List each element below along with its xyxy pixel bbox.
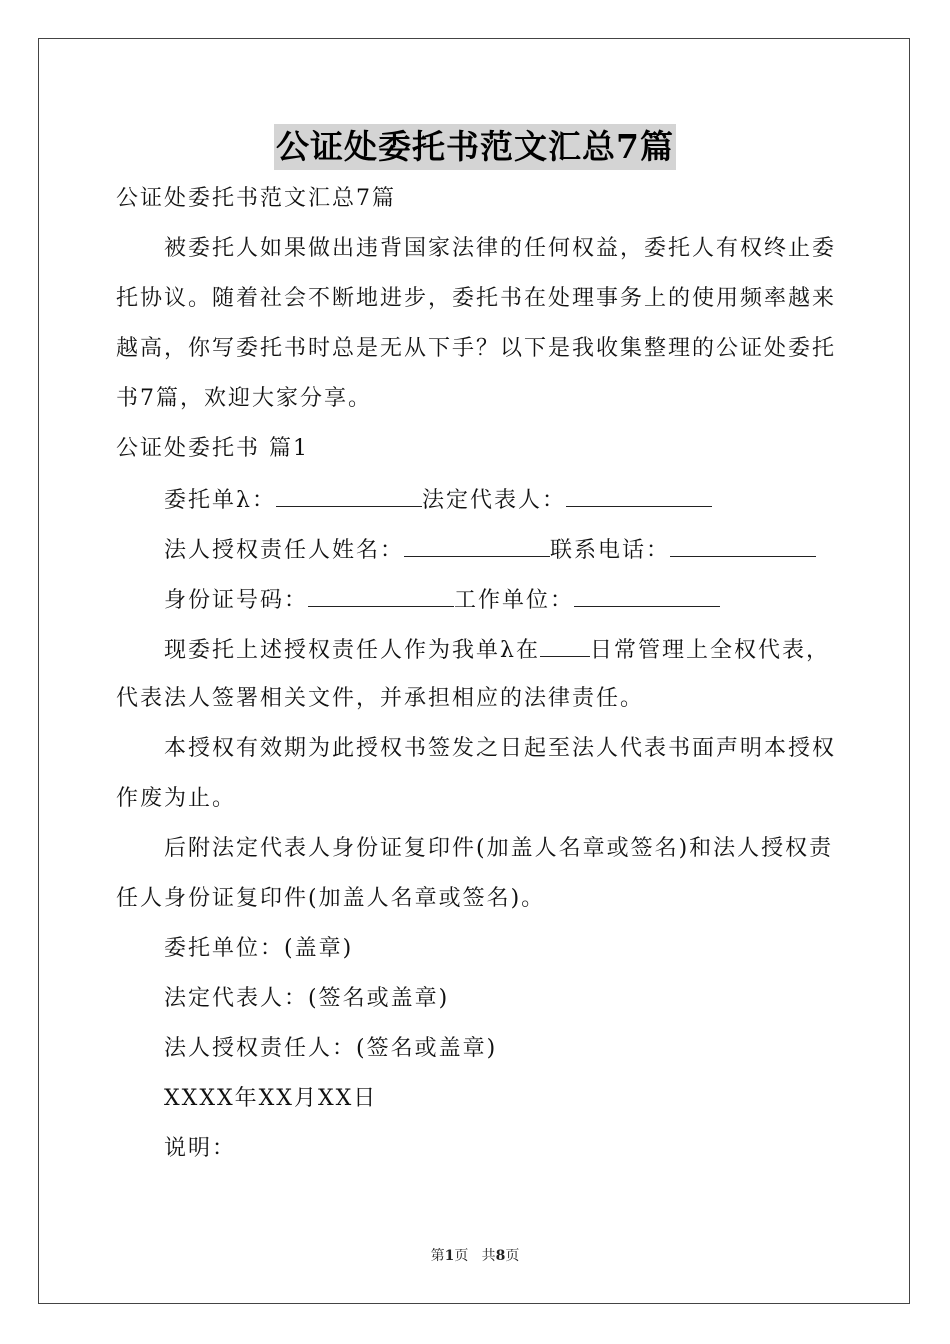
body-p1-part-2: 日常管理上全权代表， bbox=[589, 638, 830, 663]
form-row-1 bbox=[164, 484, 712, 516]
body-p2-line-1: 本授权有效期为此授权书签发之日起至法人代表书面声明本授权 bbox=[164, 736, 837, 761]
document-subtitle: 公证处委托书范文汇总7篇 bbox=[116, 186, 396, 211]
total-suffix: 页 bbox=[505, 1248, 520, 1264]
signature-authorized: 法人授权责任人：(签名或盖章) bbox=[164, 1036, 498, 1061]
signature-unit: 委托单位：(盖章) bbox=[164, 936, 354, 961]
title-container bbox=[0, 124, 950, 170]
total-prefix: 共 bbox=[481, 1248, 496, 1264]
signature-date: XXXX年XX月XX日 bbox=[164, 1086, 378, 1111]
document-title: 公证处委托书范文汇总7篇 bbox=[274, 124, 676, 170]
work-unit-blank[interactable] bbox=[574, 584, 720, 607]
entrust-unit-label: 委托单λ： bbox=[164, 488, 276, 513]
authorized-person-blank[interactable] bbox=[404, 534, 550, 557]
signature-legal-rep: 法定代表人：(签名或盖章) bbox=[164, 986, 450, 1011]
intro-line-3: 越高，你写委托书时总是无从下手？以下是我收集整理的公证处委托 bbox=[116, 336, 837, 361]
intro-line-1: 被委托人如果做出违背国家法律的任何权益，委托人有权终止委 bbox=[164, 236, 837, 261]
phone-blank[interactable] bbox=[670, 534, 816, 557]
page-number: 1 bbox=[444, 1248, 455, 1264]
legal-rep-label: 法定代表人： bbox=[421, 488, 566, 513]
section-heading: 公证处委托书 篇1 bbox=[116, 436, 309, 461]
intro-line-2: 托协议。随着社会不断地进步，委托书在处理事务上的使用频率越来 bbox=[116, 286, 837, 311]
page-suffix: 页 bbox=[454, 1248, 469, 1264]
page-footer bbox=[0, 1246, 950, 1266]
entrust-unit-blank[interactable] bbox=[276, 484, 422, 507]
body-p1-line-2: 代表法人签署相关文件，并承担相应的法律责任。 bbox=[116, 686, 645, 711]
phone-label: 联系电话： bbox=[550, 538, 671, 563]
note-label: 说明： bbox=[164, 1136, 237, 1161]
work-unit-label: 工作单位： bbox=[454, 588, 575, 613]
form-row-2 bbox=[164, 534, 816, 566]
intro-line-4: 书7篇，欢迎大家分享。 bbox=[116, 386, 372, 411]
id-number-blank[interactable] bbox=[308, 584, 454, 607]
body-p1-line-1 bbox=[164, 634, 830, 666]
authorized-person-label: 法人授权责任人姓名： bbox=[164, 538, 405, 563]
management-blank[interactable] bbox=[540, 634, 590, 657]
body-p3-line-1: 后附法定代表人身份证复印件(加盖人名章或签名)和法人授权责 bbox=[164, 836, 834, 861]
legal-rep-blank[interactable] bbox=[566, 484, 712, 507]
body-p2-line-2: 作废为止。 bbox=[116, 786, 237, 811]
body-p1-part-1: 现委托上述授权责任人作为我单λ在 bbox=[164, 638, 540, 663]
body-p3-line-2: 任人身份证复印件(加盖人名章或签名)。 bbox=[116, 886, 546, 911]
id-number-label: 身份证号码： bbox=[164, 588, 309, 613]
page-border bbox=[38, 38, 910, 1304]
page-prefix: 第 bbox=[430, 1248, 445, 1264]
form-row-3 bbox=[164, 584, 720, 616]
total-pages: 8 bbox=[495, 1248, 506, 1264]
